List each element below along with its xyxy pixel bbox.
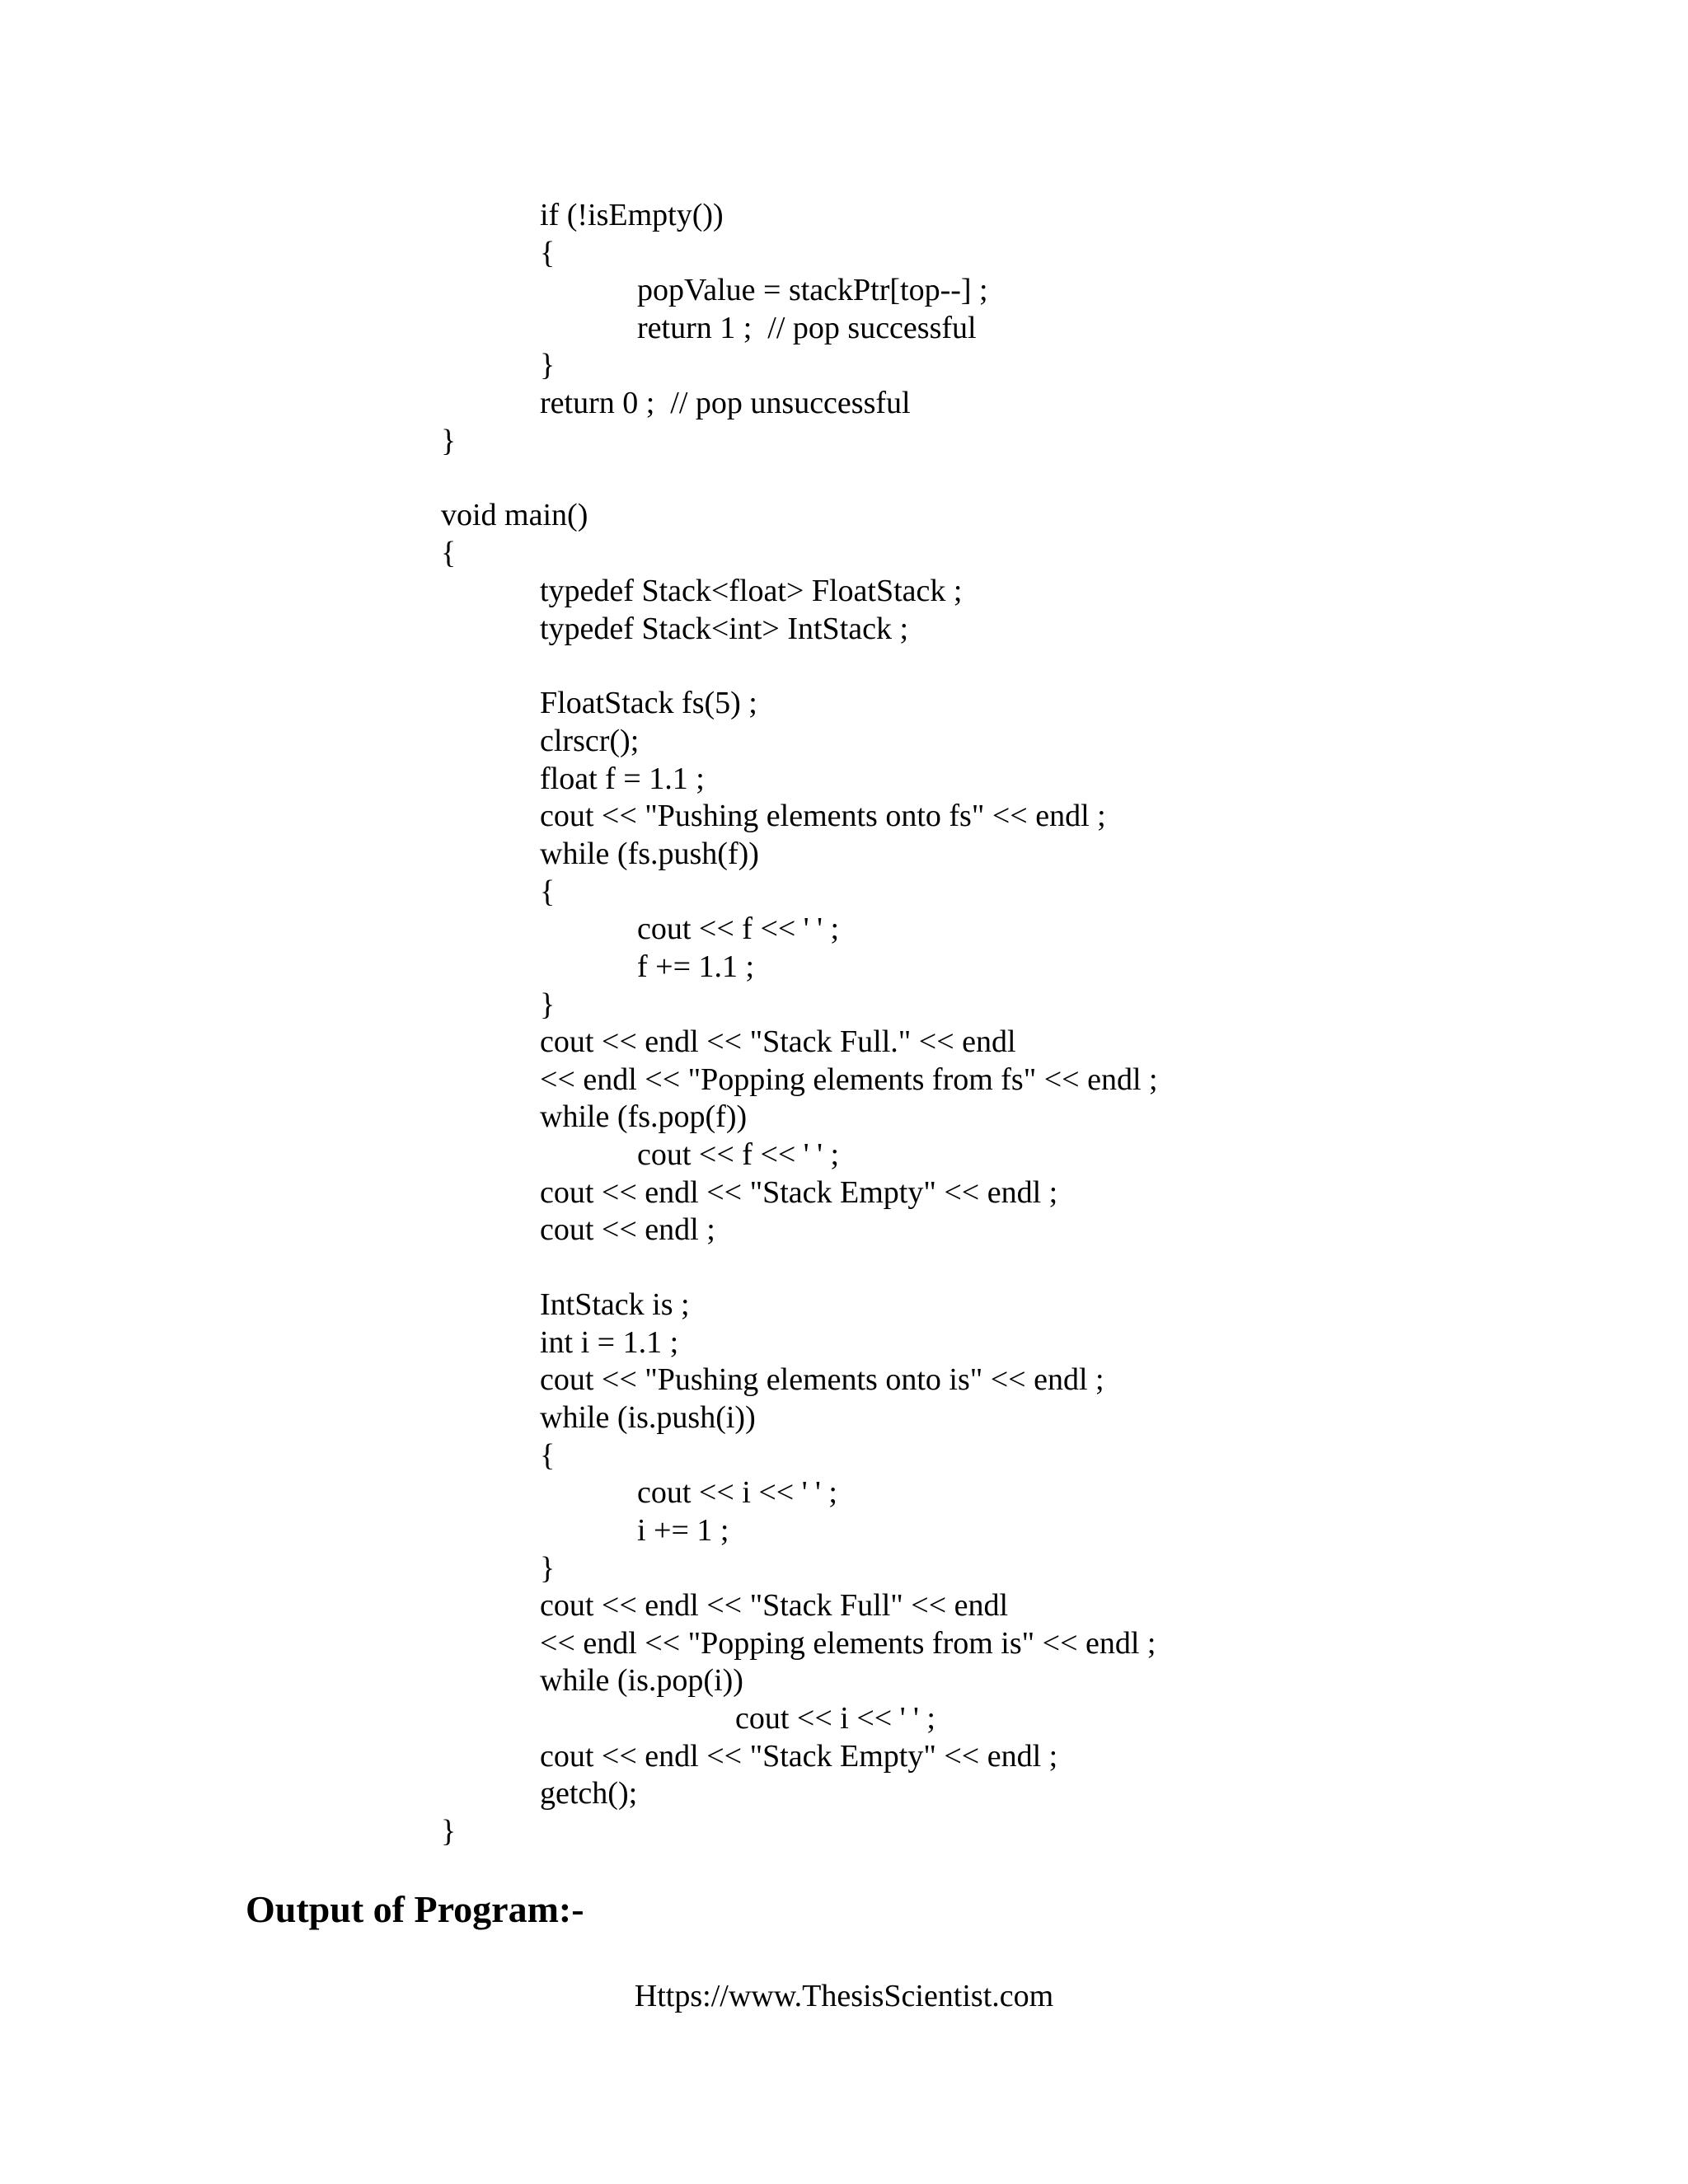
- code-line: getch();: [540, 1776, 638, 1811]
- code-line: FloatStack fs(5) ;: [540, 686, 757, 720]
- code-line: cout << f << ' ' ;: [637, 912, 840, 946]
- code-line: while (is.pop(i)): [540, 1663, 743, 1698]
- code-line: }: [540, 987, 556, 1022]
- code-line: }: [441, 1814, 457, 1849]
- code-line: << endl << "Popping elements from fs" << endl ;: [540, 1062, 1158, 1097]
- code-line: cout << "Pushing elements onto is" << endl ;: [540, 1362, 1104, 1397]
- section-heading: Output of Program:-: [246, 1888, 584, 1930]
- code-line: {: [540, 874, 556, 909]
- code-line: {: [540, 1438, 556, 1473]
- code-line: void main(): [441, 498, 588, 532]
- code-line: return 0 ; // pop unsuccessful: [540, 386, 911, 420]
- code-line: popValue = stackPtr[top--] ;: [637, 273, 988, 307]
- code-line: while (fs.pop(f)): [540, 1099, 748, 1134]
- code-line: float f = 1.1 ;: [540, 762, 705, 796]
- code-line: IntStack is ;: [540, 1287, 690, 1322]
- code-line: }: [540, 348, 556, 382]
- code-line: }: [540, 1551, 556, 1586]
- code-line: cout << "Pushing elements onto fs" << endl ;: [540, 799, 1106, 833]
- code-line: if (!isEmpty()): [540, 198, 724, 232]
- code-line: f += 1.1 ;: [637, 949, 755, 984]
- code-line: {: [441, 536, 457, 570]
- code-line: int i = 1.1 ;: [540, 1325, 679, 1360]
- code-line: cout << endl << "Stack Empty" << endl ;: [540, 1175, 1058, 1210]
- code-line: cout << i << ' ' ;: [637, 1475, 837, 1510]
- code-line: << endl << "Popping elements from is" << endl ;: [540, 1626, 1156, 1661]
- code-line: cout << endl << "Stack Full" << endl: [540, 1588, 1009, 1623]
- code-line: typedef Stack<float> FloatStack ;: [540, 574, 963, 608]
- code-line: cout << endl << "Stack Empty" << endl ;: [540, 1739, 1058, 1774]
- code-line: cout << f << ' ' ;: [637, 1137, 840, 1172]
- code-line: cout << i << ' ' ;: [735, 1701, 935, 1736]
- code-line: while (fs.push(f)): [540, 837, 759, 871]
- code-line: while (is.push(i)): [540, 1400, 756, 1435]
- footer-url: Https://www.ThesisScientist.com: [634, 1979, 1054, 2013]
- code-line: typedef Stack<int> IntStack ;: [540, 612, 909, 646]
- code-line: }: [441, 424, 457, 458]
- code-line: {: [540, 236, 556, 270]
- code-line: return 1 ; // pop successful: [637, 311, 977, 345]
- code-line: clrscr();: [540, 724, 640, 758]
- code-line: cout << endl << "Stack Full." << endl: [540, 1024, 1016, 1059]
- code-line: cout << endl ;: [540, 1212, 715, 1247]
- code-line: i += 1 ;: [637, 1513, 729, 1548]
